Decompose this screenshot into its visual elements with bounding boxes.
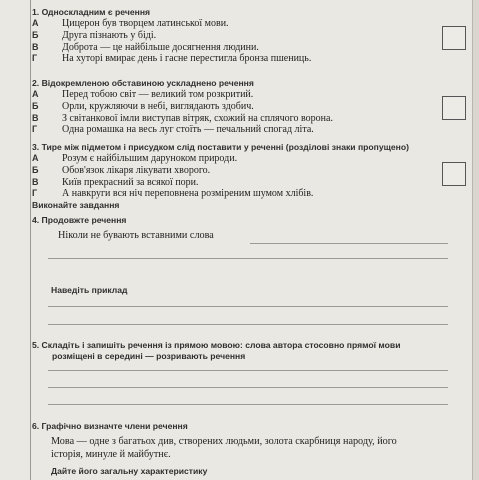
option-d[interactable]: Г На хуторі вмирає день і гасне перестигла бронза пшениць. [32, 53, 312, 65]
answer-line[interactable] [48, 387, 448, 388]
answer-box[interactable] [442, 96, 466, 120]
left-margin-line [30, 0, 31, 480]
option-d[interactable]: Г А навкруги вся ніч переповнена розміреним шумом хлібів. [32, 188, 314, 200]
answer-box[interactable] [442, 26, 466, 50]
option-b[interactable]: Б Орли, кружляючи в небі, виглядають здобич. [32, 100, 254, 112]
section-heading: Виконайте завдання [32, 200, 120, 210]
task-6-subtitle: Дайте його загальну характеристику [51, 466, 208, 476]
task-4-title: 4. Продовжте речення [32, 215, 127, 225]
question-title: 3. Тире між підметом і присудком слід поставити у реченні (розділові знаки пропущено) [32, 142, 409, 152]
option-c[interactable]: В Київ прекрасний за всякої пори. [32, 176, 199, 188]
task-4-prompt: Ніколи не бувають вставними слова [58, 230, 214, 241]
task-6-text-cont: історія, минуле й майбутнє. [51, 449, 171, 460]
task-6-text: Мова — одне з багатьох див, створених людьми, золота скарбниця народу, його [51, 436, 397, 447]
task-5-title-cont: розміщені в середині — розривають речення [52, 351, 246, 361]
question-1 [32, 7, 472, 78]
question-title: 2. Відокремленою обставиною ускладнено речення [32, 78, 254, 88]
answer-line[interactable] [48, 404, 448, 405]
example-title: Наведіть приклад [51, 285, 128, 295]
option-b[interactable]: Б Друга пізнають у біді. [32, 29, 157, 41]
option-c[interactable]: В Доброта — це найбільше досягнення людини. [32, 41, 259, 53]
answer-line[interactable] [48, 258, 448, 259]
answer-line[interactable] [48, 370, 448, 371]
task-6-title: 6. Графічно визначте члени речення [32, 421, 188, 431]
option-a[interactable]: А Перед тобою світ — великий том розкритий. [32, 89, 254, 100]
answer-line[interactable] [48, 324, 448, 325]
question-3 [32, 142, 472, 204]
option-c[interactable]: В З світанкової імли виступав вітряк, схожий на сплячого ворона. [32, 112, 333, 124]
question-title: 1. Односкладним є речення [32, 7, 151, 17]
answer-line[interactable] [250, 243, 448, 244]
question-2 [32, 78, 472, 142]
option-a[interactable]: А Цицерон був творцем латинської мови. [32, 18, 229, 29]
option-d[interactable]: Г Одна ромашка на весь луг стоїть — печальний спогад літа. [32, 124, 314, 136]
answer-line[interactable] [48, 306, 448, 307]
worksheet-content [32, 7, 472, 204]
option-a[interactable]: А Розум є найбільшим даруноком природи. [32, 153, 238, 164]
option-b[interactable]: Б Обов'язок лікаря лікувати хворого. [32, 164, 211, 176]
task-5-title: 5. Складіть і запишіть речення із прямою мовою: слова автора стосовно прямої мови [32, 340, 401, 350]
answer-box[interactable] [442, 162, 466, 186]
